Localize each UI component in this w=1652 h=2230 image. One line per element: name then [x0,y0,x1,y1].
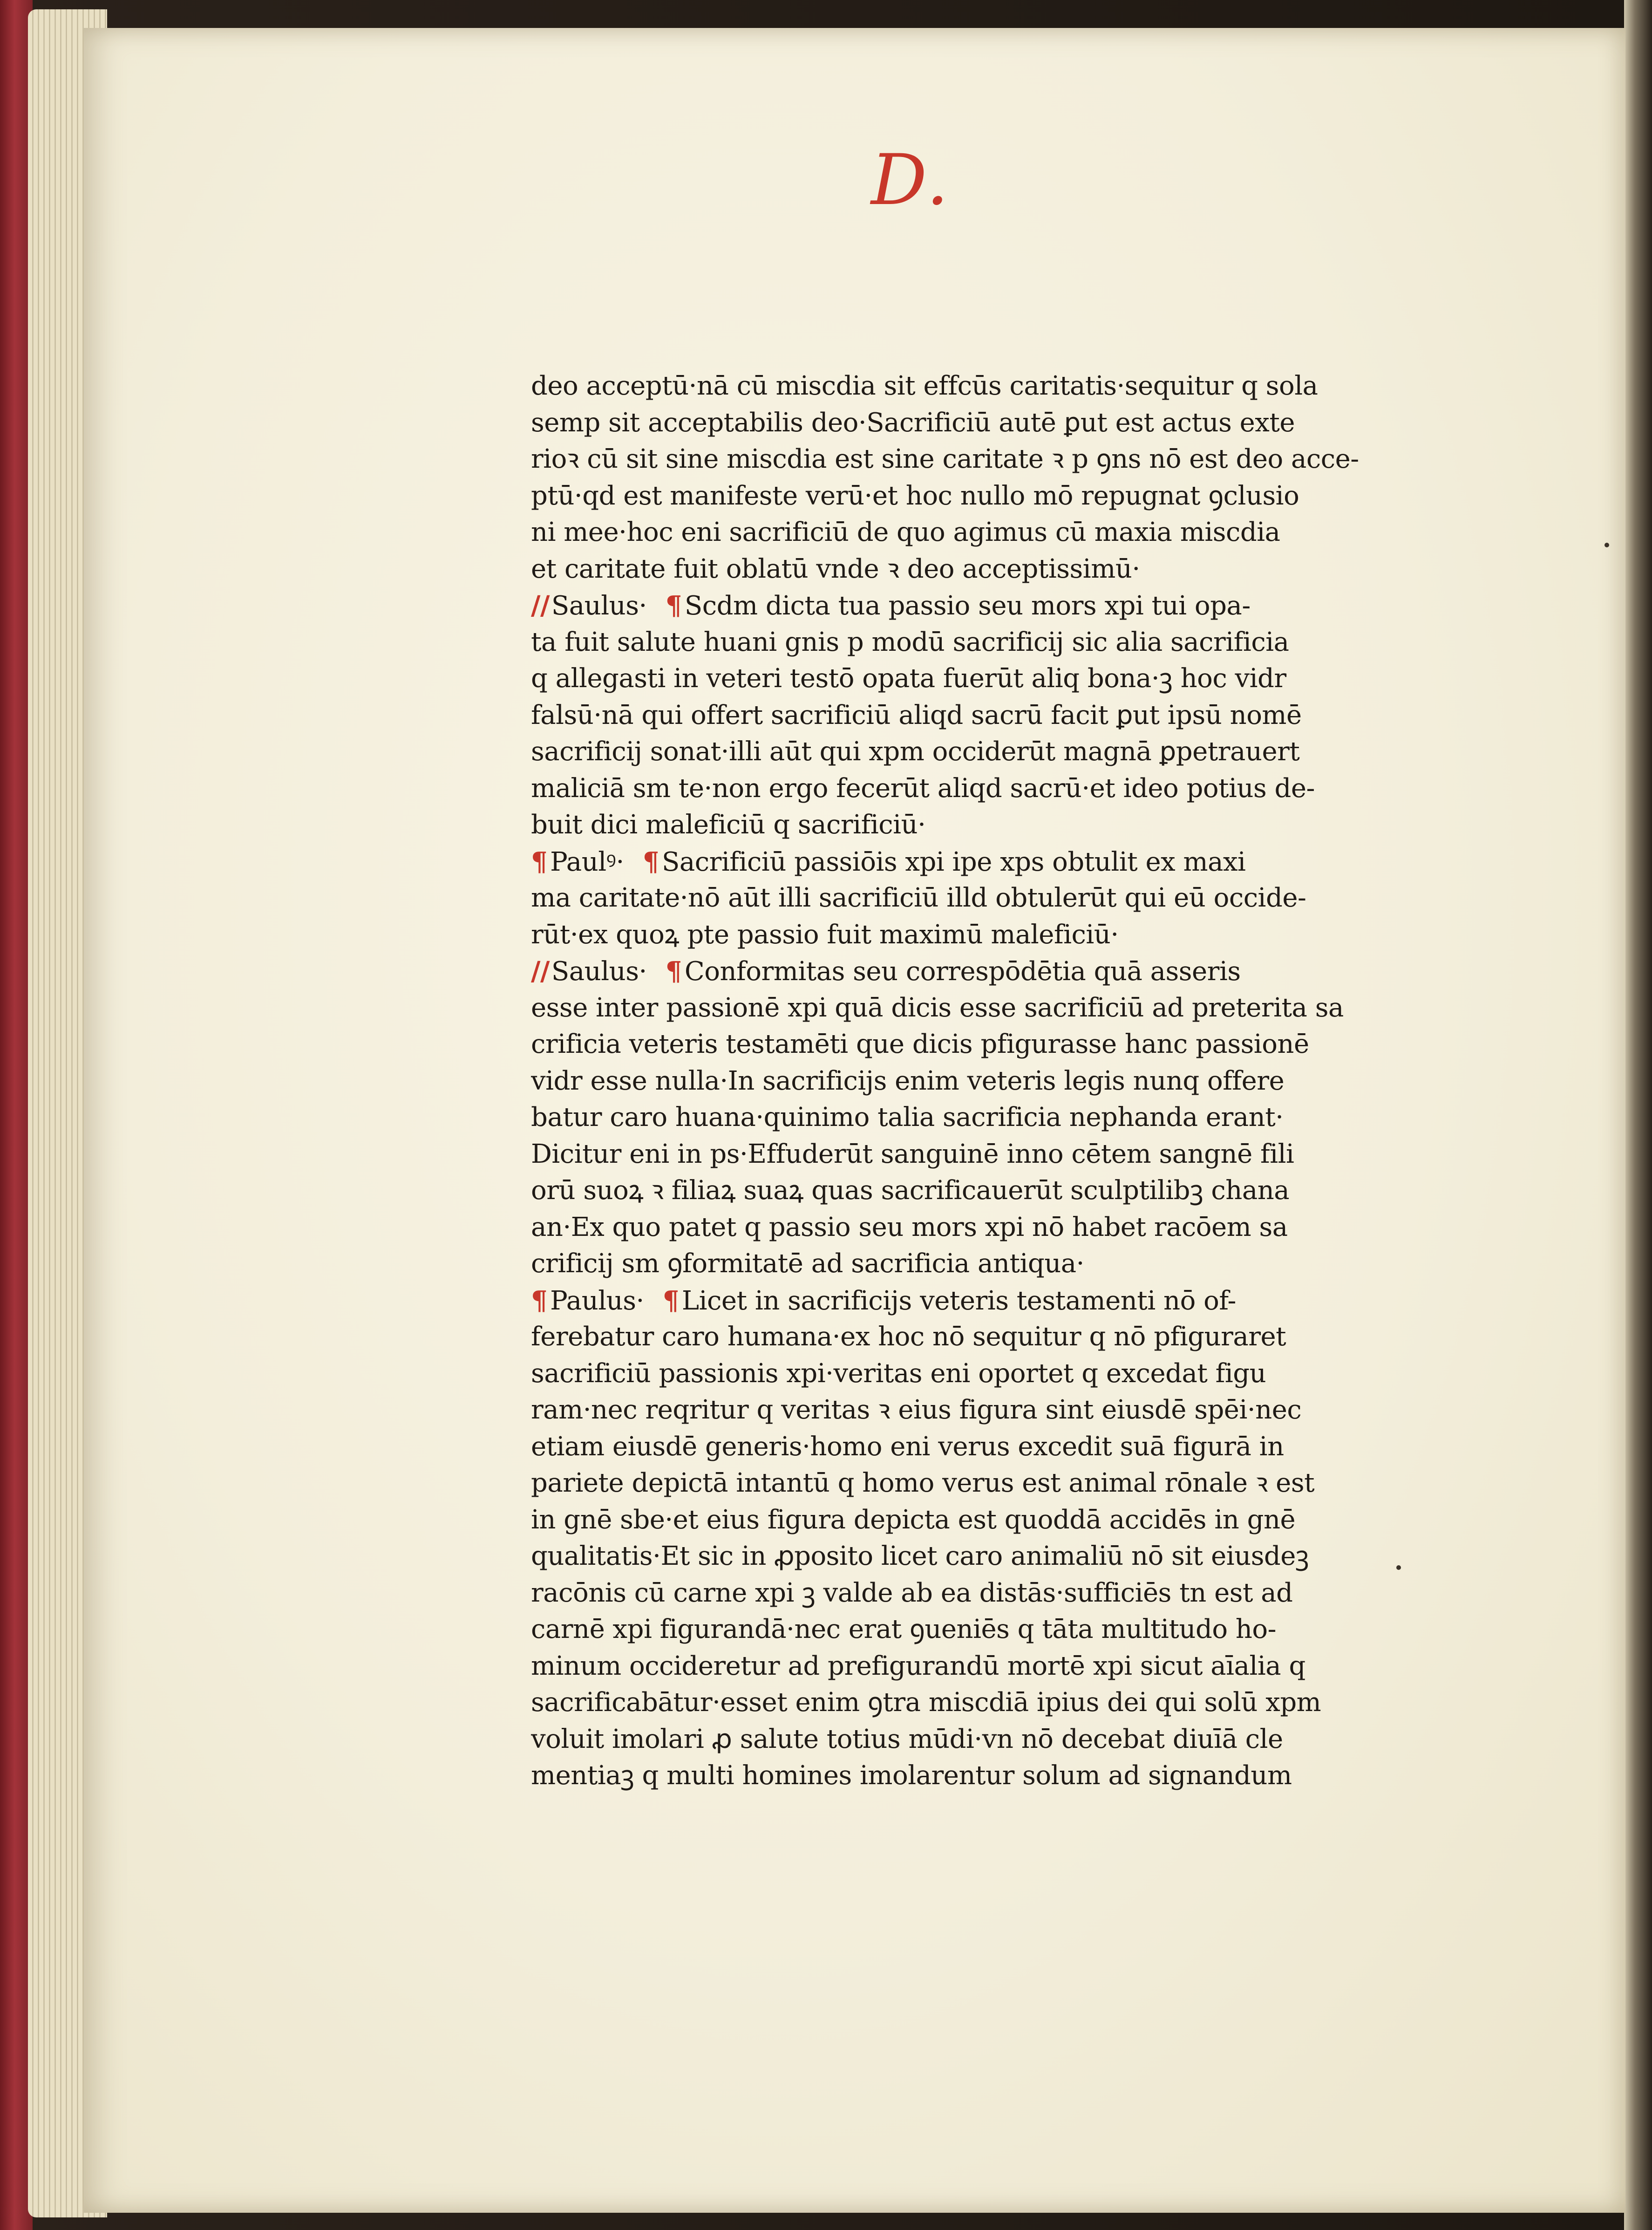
pilcrow-mark: ¶ [531,846,548,877]
text-line [531,368,1407,405]
text-line [531,1575,1407,1612]
speaker-name: Saulus· [551,954,647,990]
text-line [531,1099,1407,1136]
text-line [531,1611,1407,1648]
book-page [84,28,1625,2213]
pilcrow-mark: ¶ [665,956,682,987]
text-line [531,697,1407,734]
line-text: ma caritate·nō aūt illi sacrificiū illd obtulerūt qui eū occide- [531,883,1306,913]
line-text: rūt·ex quoꝝ pte passio fuit maximū maleficiū· [531,919,1119,950]
text-line [531,1063,1407,1100]
line-text: crificij sm ꝯformitatē ad sacrificia antiqua· [531,1248,1084,1279]
text-line [531,1684,1407,1721]
text-line [531,1209,1407,1246]
text-line [531,1026,1407,1063]
text-column [531,368,1407,1794]
text-line [531,880,1407,917]
line-text: esse inter passionē xpi quā dicis esse sacrificiū ad preterita sa [531,992,1344,1023]
text-line [531,1246,1407,1282]
line-text: sacrificiū passionis xpi·veritas eni oportet q excedat figu [531,1358,1266,1389]
right-page-gutter [1624,0,1652,2230]
text-line [531,917,1407,954]
text-line [531,624,1407,661]
speaker-name: Paulus· [550,1283,644,1319]
pilcrow-mark: ¶ [662,1285,679,1316]
margin-speck [1604,543,1609,547]
line-text: rioꝛ cū sit sine miscdia est sine caritate ꝛ p ꝯns nō est deo acce- [531,444,1359,474]
text-line [531,1319,1407,1356]
line-text: Licet in sacrificijs veteris testamenti nō of- [681,1285,1236,1316]
line-text: orū suoꝝ ꝛ filiaꝝ suaꝝ quas sacrificauerūt sculptilibꝫ chana [531,1175,1290,1206]
speaker-line-saulus [531,587,1407,624]
line-text: sacrificij sonat·illi aūt qui xpm occiderūt magnā ꝑpetrauert [531,737,1300,767]
pilcrow-mark: ¶ [665,590,682,621]
line-text: sacrificabātur·esset enim ꝯtra miscdiā ipius dei qui solū xpm [531,1687,1321,1718]
line-text: voluit imolari ꝓ salute totius mūdi·vn nō decebat diuīā cle [531,1724,1283,1754]
line-text: ferebatur caro humana·ex hoc nō sequitur q nō pfiguraret [531,1322,1286,1352]
line-text: vidr esse nulla·In sacrificijs enim veteris legis nunq offere [531,1065,1285,1096]
line-text: an·Ex quo patet q passio seu mors xpi nō habet racōem sa [531,1212,1288,1242]
speaker-line-saulus [531,953,1407,990]
text-line [531,1136,1407,1173]
speaker-line-paulus [531,1282,1407,1319]
text-line [531,1538,1407,1575]
text-line [531,405,1407,442]
text-line [531,734,1407,771]
text-line [531,1721,1407,1758]
line-text: deo acceptū·nā cū miscdia sit effcūs caritatis·sequitur q sola [531,371,1318,401]
text-line [531,1502,1407,1539]
text-line [531,807,1407,844]
text-line [531,1173,1407,1209]
line-text: Dicitur eni in ps·Effuderūt sanguinē inno cētem sangnē fili [531,1139,1294,1169]
text-line [531,661,1407,697]
rubric-slash-mark: // [531,590,550,621]
margin-speck [1396,1565,1401,1570]
text-line [531,771,1407,807]
line-text: mentiaꝫ q multi homines imolarentur solum ad signandum [531,1760,1292,1791]
line-text: Scdm dicta tua passio seu mors xpi tui opa- [684,591,1251,621]
line-text: ptū·qd est manifeste verū·et hoc nullo mō repugnat ꝯclusio [531,480,1299,511]
text-line [531,1356,1407,1392]
text-line [531,1465,1407,1502]
text-line [531,441,1407,478]
text-line [531,1429,1407,1466]
line-text: in gnē sbe·et eius figura depicta est quoddā accidēs in gnē [531,1504,1296,1535]
line-text: q allegasti in veteri testō opata fuerūt aliq bona·ꝫ hoc vidr [531,663,1286,694]
text-line [531,1392,1407,1429]
line-text: ni mee·hoc eni sacrificiū de quo agimus cū maxia miscdia [531,517,1280,547]
line-text: Conformitas seu correspōdētia quā asseris [684,956,1241,987]
line-text: falsū·nā qui offert sacrificiū aliqd sacrū facit ꝑut ipsū nomē [531,700,1302,730]
line-text: minum occideretur ad prefigurandū mortē xpi sicut aīalia q [531,1650,1305,1681]
speaker-name: Saulus· [551,588,647,624]
text-line [531,478,1407,515]
pilcrow-mark: ¶ [642,846,659,877]
line-text: ta fuit salute huani gnis p modū sacrificij sic alia sacrificia [531,627,1289,657]
line-text: et caritate fuit oblatū vnde ꝛ deo acceptissimū· [531,553,1140,584]
line-text: buit dici maleficiū q sacrificiū· [531,810,926,840]
line-text: qualitatis·Et sic in ꝓposito licet caro animaliū nō sit eiusdeꝫ [531,1541,1309,1571]
rubric-slash-mark: // [531,956,550,987]
text-line [531,990,1407,1027]
line-text: maliciā sm te·non ergo fecerūt aliqd sacrū·et ideo potius de- [531,773,1315,804]
line-text: carnē xpi figurandā·nec erat ꝯueniēs q tāta multitudo ho- [531,1614,1277,1644]
speaker-line-paulus [531,844,1407,880]
pilcrow-mark: ¶ [531,1285,548,1316]
line-text: ram·nec reqritur q veritas ꝛ eius figura sint eiusdē spēi·nec [531,1395,1302,1425]
line-text: Sacrificiū passiōis xpi ipe xps obtulit ex maxi [662,846,1246,877]
line-text: pariete depictā intantū q homo verus est animal rōnale ꝛ est [531,1468,1315,1498]
running-head: D. [871,140,951,221]
text-line [531,514,1407,551]
text-line [531,551,1407,588]
line-text: racōnis cū carne xpi ꝫ valde ab ea distās·sufficiēs tn est ad [531,1577,1293,1608]
speaker-name: Paulꝰ· [550,844,624,880]
text-line [531,1648,1407,1685]
line-text: etiam eiusdē generis·homo eni verus excedit suā figurā in [531,1431,1284,1462]
text-line [531,1758,1407,1794]
line-text: semp sit acceptabilis deo·Sacrificiū autē ꝑut est actus exte [531,407,1295,438]
line-text: crificia veteris testamēti que dicis pfigurasse hanc passionē [531,1029,1309,1059]
line-text: batur caro huana·quinimo talia sacrificia nephanda erant· [531,1102,1284,1132]
